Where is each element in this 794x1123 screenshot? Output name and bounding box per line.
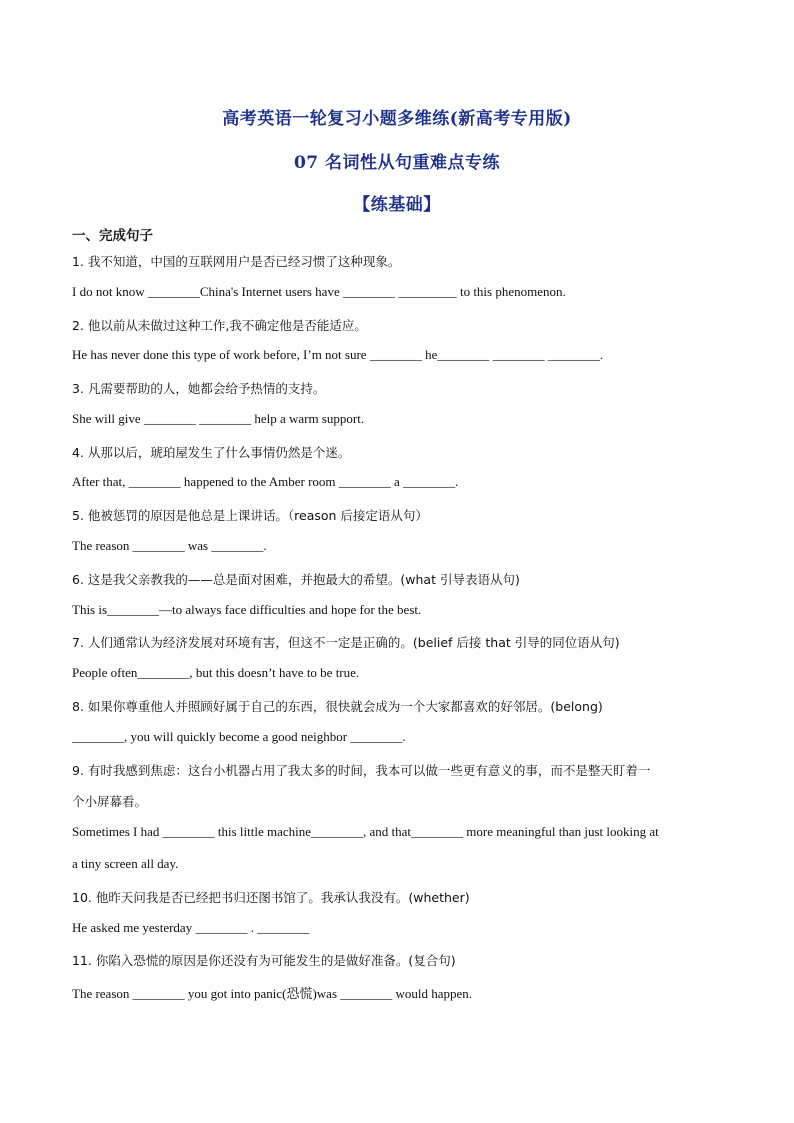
- item-6-english: This is________—to always face difficulties and hope for the best.: [72, 602, 422, 617]
- practice-tag: 【练基础】: [353, 195, 441, 215]
- document-title: 高考英语一轮复习小题多维练(新高考专用版): [222, 109, 572, 129]
- item-3-chinese: 3. 凡需要帮助的人，她都会给予热情的支持。: [72, 381, 326, 396]
- item-5-english: The reason ________ was ________.: [72, 538, 267, 553]
- item-7-chinese: 7. 人们通常认为经济发展对环境有害，但这不一定是正确的。(belief 后接 that 引导的同位语从句): [72, 635, 620, 650]
- item-11-english: The reason ________ you got into panic(恐慌)was ________ would happen.: [72, 986, 473, 1001]
- item-1-chinese: 1. 我不知道，中国的互联网用户是否已经习惯了这种现象。: [72, 254, 401, 269]
- item-7-english: People often________, but this doesn’t have to be true.: [72, 665, 360, 680]
- item-6-chinese: 6. 这是我父亲教我的——总是面对困难，并抱最大的希望。(what 引导表语从句): [72, 572, 520, 587]
- item-8-chinese: 8. 如果你尊重他人并照顾好属于自己的东西，很快就会成为一个大家都喜欢的好邻居。(belong): [72, 699, 603, 714]
- item-10-chinese: 10. 他昨天问我是否已经把书归还图书馆了。我承认我没有。(whether): [72, 890, 470, 905]
- item-5-chinese: 5. 他被惩罚的原因是他总是上课讲话。（reason 后接定语从句）: [72, 508, 428, 523]
- item-9-english: Sometimes I had ________ this little machine________, and that________ more meaningful than just looking at: [72, 824, 659, 839]
- item-9-english-continued: a tiny screen all day.: [72, 856, 179, 871]
- item-1-english: I do not know ________China's Internet users have ________ _________ to this phenomenon.: [72, 284, 566, 299]
- item-11-chinese: 11. 你陷入恐慌的原因是你还没有为可能发生的是做好准备。(复合句): [72, 953, 456, 968]
- item-2-chinese: 2. 他以前从未做过这种工作,我不确定他是否能适应。: [72, 318, 367, 333]
- document-subtitle: 07 名词性从句重难点专练: [293, 153, 501, 173]
- section-heading: 一、完成句子: [72, 228, 153, 244]
- item-4-english: After that, ________ happened to the Amber room ________ a ________.: [72, 474, 459, 489]
- item-4-chinese: 4. 从那以后，琥珀屋发生了什么事情仍然是个迷。: [72, 445, 351, 460]
- item-9-chinese-continued: 个小屏幕看。: [72, 794, 148, 809]
- item-9-chinese: 9. 有时我感到焦虑：这台小机器占用了我太多的时间，我本可以做一些更有意义的事，而不是整天盯着一: [72, 763, 651, 778]
- item-3-english: She will give ________ ________ help a warm support.: [72, 411, 365, 426]
- item-10-english: He asked me yesterday ________ . ________: [72, 920, 310, 935]
- item-2-english: He has never done this type of work before, I’m not sure ________ he________ ________ ________.: [72, 347, 604, 362]
- item-8-english: ________, you will quickly become a good neighbor ________.: [72, 729, 406, 744]
